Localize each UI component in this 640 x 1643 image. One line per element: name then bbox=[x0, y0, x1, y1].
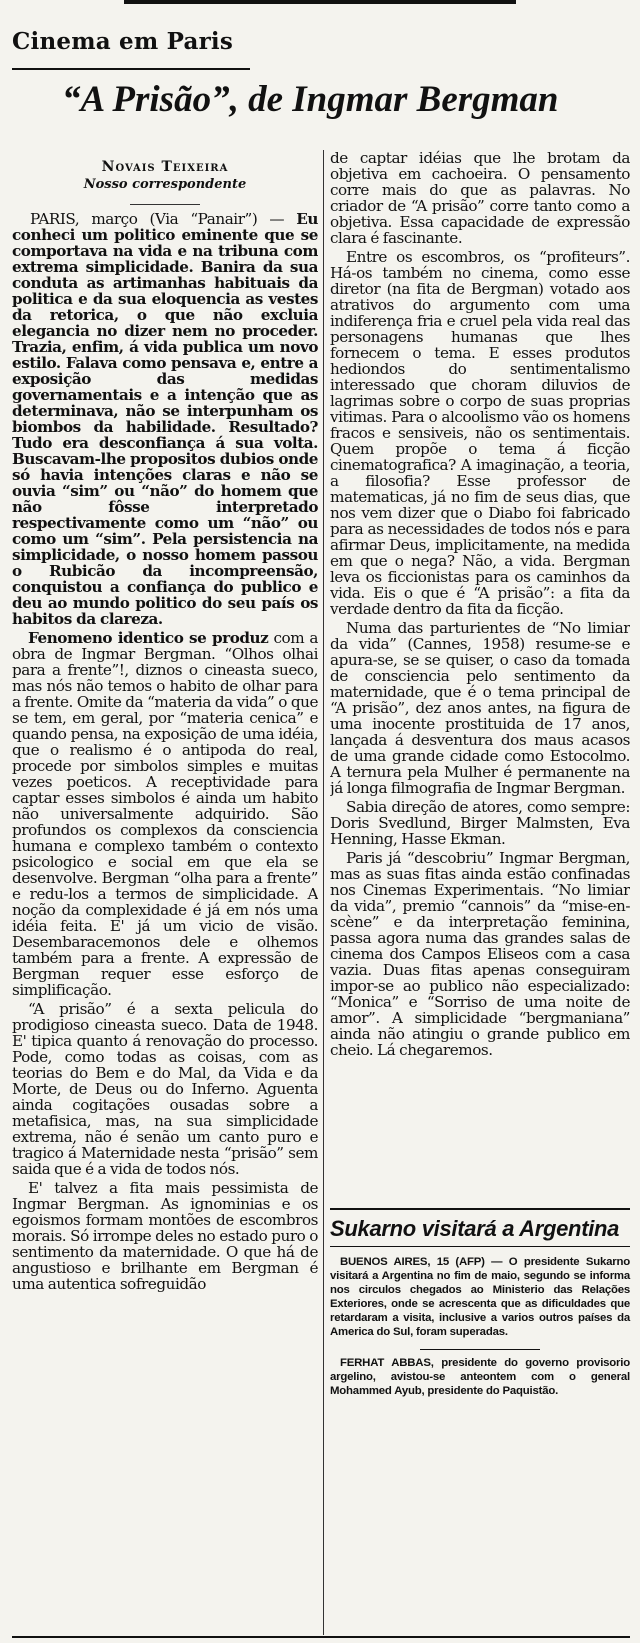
byline bbox=[12, 158, 318, 194]
brief-text-2: presidente do governo provisorio argelino, avistou-se anteontem com o general Mohammed Ayub, presidente do Paquistão. bbox=[330, 1357, 631, 1397]
byline-role: Nosso correspondente bbox=[83, 177, 247, 192]
byline-name: Novais Teixeira bbox=[101, 159, 229, 175]
article-headline: “A Prisão”, de Ingmar Bergman bbox=[62, 79, 559, 120]
paragraph-1-text: Eu conheci um politico eminente que se comportava na vida e na tribuna com extrema simplicidade. Banira da sua conduta as artimanhas habituais da politica e da sua eloquencia as vestes da retorica, o que não excluia elegancia no dizer nem no proceder. Trazia, enfim, á vida publica um novo estilo. Falava como pensava e, entre a exposição das medidas governamentais e a intenção que as determinava, não se interpunham os biombos da habilidade. Resultado? Tudo era desconfiança á sua volta. Buscavam-lhe propositos dubios onde só havia intenções claras e não se ouvia “sim” ou “não” do homem que não fôsse interpretado respectivamente como um “não” ou como um “sim”. Pela persistencia na simplicidade, o nosso homem passou o Rubicão da incompreensão, conquistou a confiança do publico e deu ao mundo politico do seu país os habitos da clareza. bbox=[12, 210, 318, 628]
byline-rule bbox=[130, 204, 200, 205]
brief-paragraph-1 bbox=[330, 1255, 630, 1339]
brief-top-rule bbox=[330, 1208, 630, 1210]
paragraph-4: E' talvez a fita mais pessimista de Ingmar Bergman. As ignominias e os egoismos formam montões de escombros morais. Só irrompe deles no estado puro o sentimento da maternidade. O que há de angustioso e brilhante em Bergman é uma autentica sofreguidão bbox=[12, 1179, 318, 1293]
brief-dateline: BUENOS AIRES, 15 (AFP) — bbox=[340, 1256, 503, 1268]
brief-headline-rule bbox=[330, 1246, 630, 1247]
paragraph-1 bbox=[12, 211, 318, 627]
brief-news bbox=[330, 1208, 630, 1398]
paragraph-7: Numa das parturientes de “No limiar da vida” (Cannes, 1958) resume-se e apura-se, se se quiser, o caso da tomada de consciencia pelo sentimento da maternidade, que é o tema principal de “A prisão”, dez anos antes, na figura de uma inocente prostituida de 17 anos, lançada á desventura dos maus acasos de uma grande cidade como Estocolmo. A ternura pela Mulher é permanente na já longa filmografia de Ingmar Bergman. bbox=[330, 619, 630, 797]
bottom-rule bbox=[12, 1636, 630, 1638]
paragraph-2-text: com a obra de Ingmar Bergman. “Olhos olhai para a frente”!, diznos o cineasta sueco, mas nós não temos o habito de olhar para a frente. Omite da “materia da vida” o que se tem, em geral, por “materia cenica” e quando pensa, na exposição de uma idéia, que o realismo é o antipoda do real, procede por simbolos simples e muitas vezes poeticos. A receptividade para captar esses simbolos é ainda um habito não universalmente adquirido. São profundos os complexos da consciencia humana e complexo também o contexto psicologico e social em que ela se desenvolve. Bergman “olha para a frente” e redu-los a termos de simplicidade. A noção da complexidade é já em nós uma idéia feita. E' já um vicio de visão. Desembaracemonos dele e olhemos também para a frente. A expressão de Bergman requer esse esforço de simplificação. bbox=[12, 629, 318, 999]
paragraph-3: “A prisão” é a sexta pelicula do prodigioso cineasta sueco. Data de 1948. E' tipica quanto á renovação do processo. Pode, como todas as coisas, com as teorias do Bem e do Mal, da Vida e da Morte, de Deus ou do Inferno. Aguenta ainda cogitações ousadas sobre a metafisica, mas, na sua simplicidade extrema, não é senão um canto puro e tragico á Maternidade nesta “prisão” sem saida que é a vida de todos nós. bbox=[12, 1000, 318, 1178]
brief-headline: Sukarno visitará a Argentina bbox=[330, 1216, 620, 1241]
top-rule bbox=[124, 0, 516, 4]
paragraph-2-lead: Fenomeno identico se produz bbox=[28, 629, 269, 647]
brief-paragraph-2 bbox=[330, 1356, 630, 1398]
paragraph-5: de captar idéias que lhe brotam da objetiva em cachoeira. O pensamento corre mais do que as palavras. No criador de “A prisão” corre tanto como a objetiva. Essa capacidade de expressão clara é fascinante. bbox=[330, 150, 630, 247]
paragraph-6: Entre os escombros, os “profiteurs”. Há-os também no cinema, como esse diretor (na fita de Bergman) votado aos atrativos do argumento com uma indiferença fria e cruel pela vida real das personagens humanas que lhes fornecem o tema. E esses produtos hediondos do sentimentalismo interessado que choram diluvios de lagrimas sobre o corpo de suas proprias vitimas. Para o alcoolismo vão os homens fracos e sensiveis, não os sentimentais. Quem propõe o tema á ficção cinematografica? A imaginação, a teoria, a filosofia? Esse professor de matematicas, já no fim de seus dias, que nos vem dizer que o Diabo foi fabricado para as necessidades de todos nós e para afirmar Deus, implicitamente, na medida em que o nega? Não, a vida. Bergman leva os ficcionistas para os caminhos da vida. Eis o que é “A prisão”: a fita da verdade dentro da fita da ficção. bbox=[330, 248, 630, 618]
paragraph-2 bbox=[12, 630, 318, 998]
article-column-1 bbox=[12, 150, 318, 1635]
section-rule bbox=[12, 68, 250, 70]
article-column-2 bbox=[330, 150, 630, 1200]
dateline: PARIS, março (Via “Panair”) — bbox=[30, 210, 285, 228]
brief-separator bbox=[420, 1349, 540, 1350]
section-title: Cinema em Paris bbox=[12, 28, 234, 55]
brief-text: O presidente Sukarno visitará a Argentina no fim de maio, segundo se informa nos circulos chegados ao Ministerio das Relações Exteriores, onde se acrescenta que as dificuldades que retardaram a visita, inclusive a varios outros países da America do Sul, foram superadas. bbox=[330, 1256, 630, 1338]
column-divider bbox=[323, 150, 324, 1635]
paragraph-9: Paris já “descobriu” Ingmar Bergman, mas as suas fitas ainda estão confinadas nos Cinemas Experimentais. “No limiar da vida”, premio “cannois” da “mise-en-scène” e da interpretação feminina, passa agora numa das grandes salas de cinema dos Campos Eliseos com a casa vazia. Duas fitas apenas conseguiram impor-se ao publico não especializado: “Monica” e “Sorriso de uma noite de amor”. A simplicidade “bergmaniana” ainda não atingiu o grande publico em cheio. Lá chegaremos. bbox=[330, 849, 630, 1059]
brief-name: FERHAT ABBAS, bbox=[340, 1357, 434, 1369]
paragraph-8: Sabia direção de atores, como sempre: Doris Svedlund, Birger Malmsten, Eva Henning, Hasse Ekman. bbox=[330, 798, 630, 848]
